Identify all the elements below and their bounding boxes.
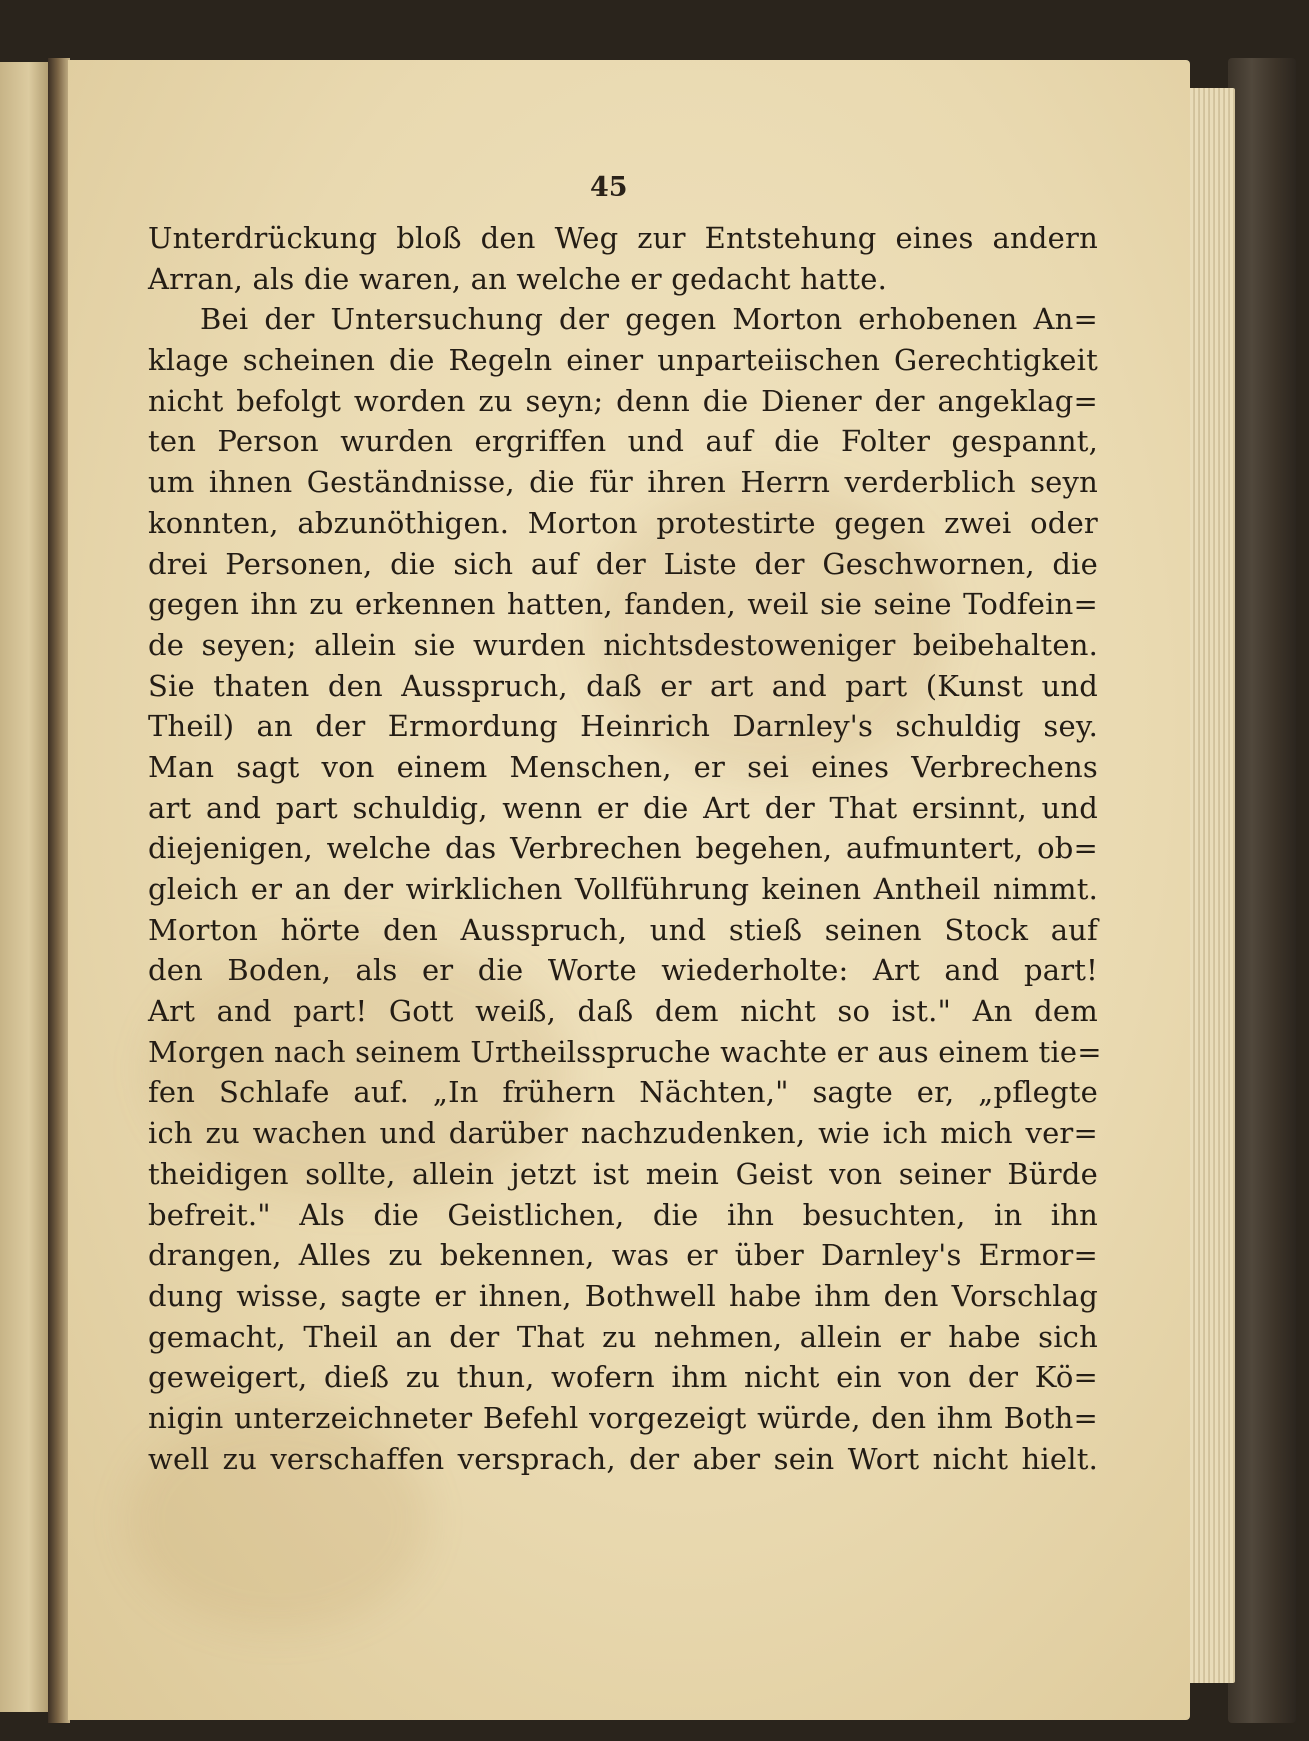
text-line: den Boden, als er die Worte wiederholte: Art and part! [148,953,1098,988]
text-line: drangen, Alles zu bekennen, was er über Darnley's Ermor= [148,1238,1098,1273]
text-line: Arran, als die waren, an welche er gedacht hatte. [148,261,888,296]
page-number: 45 [590,172,628,203]
text-line: gegen ihn zu erkennen hatten, fanden, weil sie seine Todfein= [148,587,1098,622]
text-line: de seyen; allein sie wurden nichtsdestoweniger beibehalten. [148,627,1098,662]
text-line: ten Person wurden ergriffen und auf die Folter gespannt, [148,424,1098,459]
text-line: um ihnen Geständnisse, die für ihren Herrn verderblich seyn [148,465,1098,500]
text-line: art and part schuldig, wenn er die Art der That ersinnt, und [148,790,1098,825]
text-line: Bei der Untersuchung der gegen Morton erhobenen An= [200,302,1098,337]
text-line: ich zu wachen und darüber nachzudenken, wie ich mich ver= [148,1116,1098,1151]
text-line: nicht befolgt worden zu seyn; denn die Diener der angeklag= [148,383,1098,418]
text-line: nigin unterzeichneter Befehl vorgezeigt würde, den ihm Both= [148,1400,1098,1435]
text-line: gemacht, Theil an der That zu nehmen, allein er habe sich [148,1319,1098,1354]
text-line: fen Schlafe auf. „In frühern Nächten," sagte er, „pflegte [148,1075,1098,1110]
body-text [148,218,1102,1479]
text-line: konnten, abzunöthigen. Morton protestirte gegen zwei oder [148,505,1098,540]
text-line: befreit." Als die Geistlichen, die ihn besuchten, in ihn [148,1197,1098,1232]
text-line: theidigen sollte, allein jetzt ist mein Geist von seiner Bürde [148,1156,1098,1191]
text-line: Man sagt von einem Menschen, er sei eines Verbrechens [148,749,1098,784]
text-line: Sie thaten den Ausspruch, daß er art and part (Kunst und [148,668,1098,703]
text-line: drei Personen, die sich auf der Liste der Geschwornen, die [148,546,1098,581]
page-edges [1185,88,1235,1683]
text-line: gleich er an der wirklichen Vollführung keinen Antheil nimmt. [148,872,1098,906]
previous-page-edge [0,62,50,1712]
text-line: Morgen nach seinem Urtheilsspruche wachte er aus einem tie= [148,1034,1102,1069]
text-line: Art and part! Gott weiß, daß dem nicht so ist." An dem [148,994,1098,1029]
text-line: geweigert, dieß zu thun, wofern ihm nicht ein von der Kö= [148,1360,1098,1395]
book-gutter [48,58,70,1723]
text-line: dung wisse, sagte er ihnen, Bothwell habe ihm den Vorschlag [148,1278,1098,1313]
text-line: diejenigen, welche das Verbrechen begehen, aufmuntert, ob= [148,831,1098,866]
text-line: Unterdrückung bloß den Weg zur Entstehung eines andern [148,221,1098,255]
text-line: klage scheinen die Regeln einer unparteiischen Gerechtigkeit [148,343,1098,378]
text-line: Morton hörte den Ausspruch, und stieß seinen Stock auf [148,912,1098,947]
book-binding [1228,58,1296,1723]
text-line: well zu verschaffen versprach, der aber sein Wort nicht hielt. [148,1441,1098,1476]
text-line: Theil) an der Ermordung Heinrich Darnley's schuldig sey. [148,709,1098,744]
